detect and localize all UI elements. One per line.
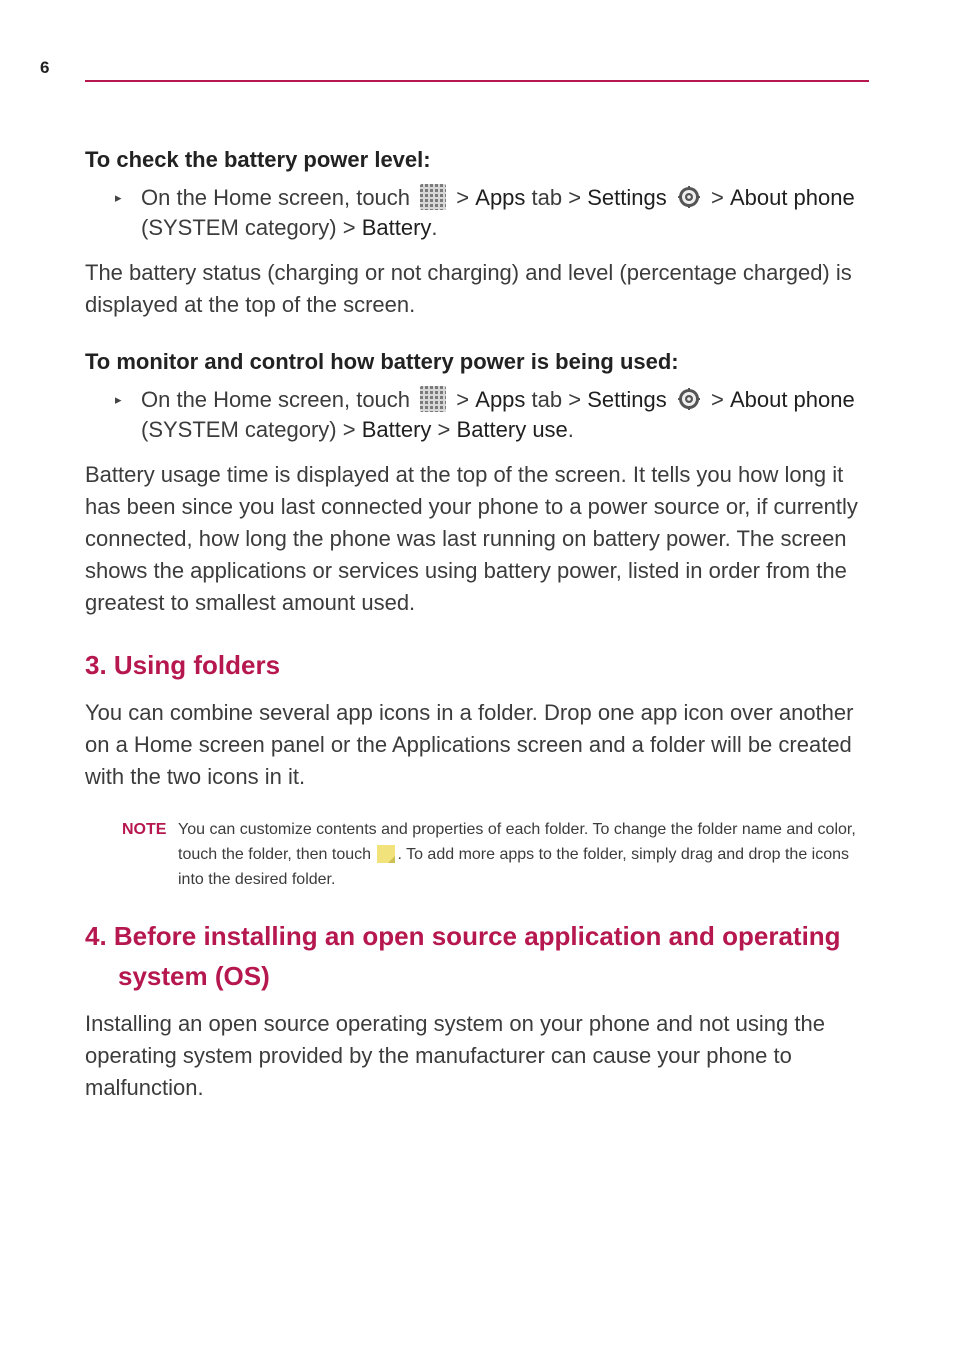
settings-label: Settings bbox=[587, 185, 667, 210]
tab-text: tab > bbox=[531, 185, 582, 210]
triangle-bullet-icon: ▸ bbox=[115, 190, 122, 205]
section-4-title: 4. Before installing an open source application and operating system (OS) bbox=[85, 921, 841, 991]
battery-status-paragraph: The battery status (charging or not charging) and level (percentage charged) is displayed at the top of the screen. bbox=[85, 260, 852, 317]
battery-use-heading: To monitor and control how battery power is being used: bbox=[85, 349, 679, 374]
battery-usage-paragraph: Battery usage time is displayed at the top of the screen. It tells you how long it has been since you last connected your phone to a power source or, if currently connected, how long the phone was last running on battery power. The screen shows the applications or services using battery power, listed in order from the greatest to smallest amount used. bbox=[85, 462, 858, 615]
folder-note bbox=[85, 817, 869, 892]
open-source-paragraph: Installing an open source operating system on your phone and not using the operating system provided by the manufacturer can cause your phone to malfunction. bbox=[85, 1011, 825, 1100]
separator: > bbox=[710, 387, 724, 412]
apps-grid-icon bbox=[420, 184, 446, 210]
about-phone-label: About phone bbox=[729, 185, 855, 210]
battery-label: Battery bbox=[361, 417, 432, 442]
page-content bbox=[85, 145, 869, 1130]
triangle-bullet-icon: ▸ bbox=[115, 392, 122, 407]
battery-use-label: Battery use bbox=[456, 417, 568, 442]
settings-gear-icon bbox=[677, 387, 701, 411]
folder-edit-icon bbox=[377, 845, 395, 863]
period: . bbox=[431, 215, 438, 240]
section-3-title: 3. Using folders bbox=[85, 650, 281, 680]
system-category-text: (SYSTEM category) > bbox=[141, 417, 356, 442]
battery-level-step bbox=[85, 183, 869, 243]
battery-use-step bbox=[85, 385, 869, 445]
header-rule bbox=[85, 80, 869, 82]
battery-level-heading: To check the battery power level: bbox=[85, 147, 431, 172]
note-text-cont: . To add more apps to the folder, simply drag and drop the icons into the desired folder. bbox=[178, 846, 850, 888]
separator: > bbox=[456, 387, 470, 412]
system-category-text: (SYSTEM category) > bbox=[141, 215, 356, 240]
apps-grid-icon bbox=[420, 386, 446, 412]
settings-gear-icon bbox=[677, 185, 701, 209]
folders-paragraph: You can combine several app icons in a folder. Drop one app icon over another on a Home screen panel or the Applications screen and a folder will be created with the two icons in it. bbox=[85, 700, 854, 789]
step-text: On the Home screen, touch bbox=[141, 185, 411, 210]
separator: > bbox=[710, 185, 724, 210]
battery-label: Battery bbox=[361, 215, 432, 240]
step-text: On the Home screen, touch bbox=[141, 387, 411, 412]
period: . bbox=[567, 417, 574, 442]
apps-label: Apps bbox=[475, 387, 526, 412]
separator: > bbox=[456, 185, 470, 210]
settings-label: Settings bbox=[587, 387, 667, 412]
note-label: NOTE bbox=[122, 821, 167, 838]
apps-label: Apps bbox=[475, 185, 526, 210]
tab-text: tab > bbox=[531, 387, 582, 412]
about-phone-label: About phone bbox=[729, 387, 855, 412]
separator: > bbox=[437, 417, 451, 442]
page-number: 6 bbox=[40, 58, 50, 77]
note-text: You can customize contents and properties of each folder. To change the folder name and color, touch the folder, then touch bbox=[178, 821, 856, 863]
